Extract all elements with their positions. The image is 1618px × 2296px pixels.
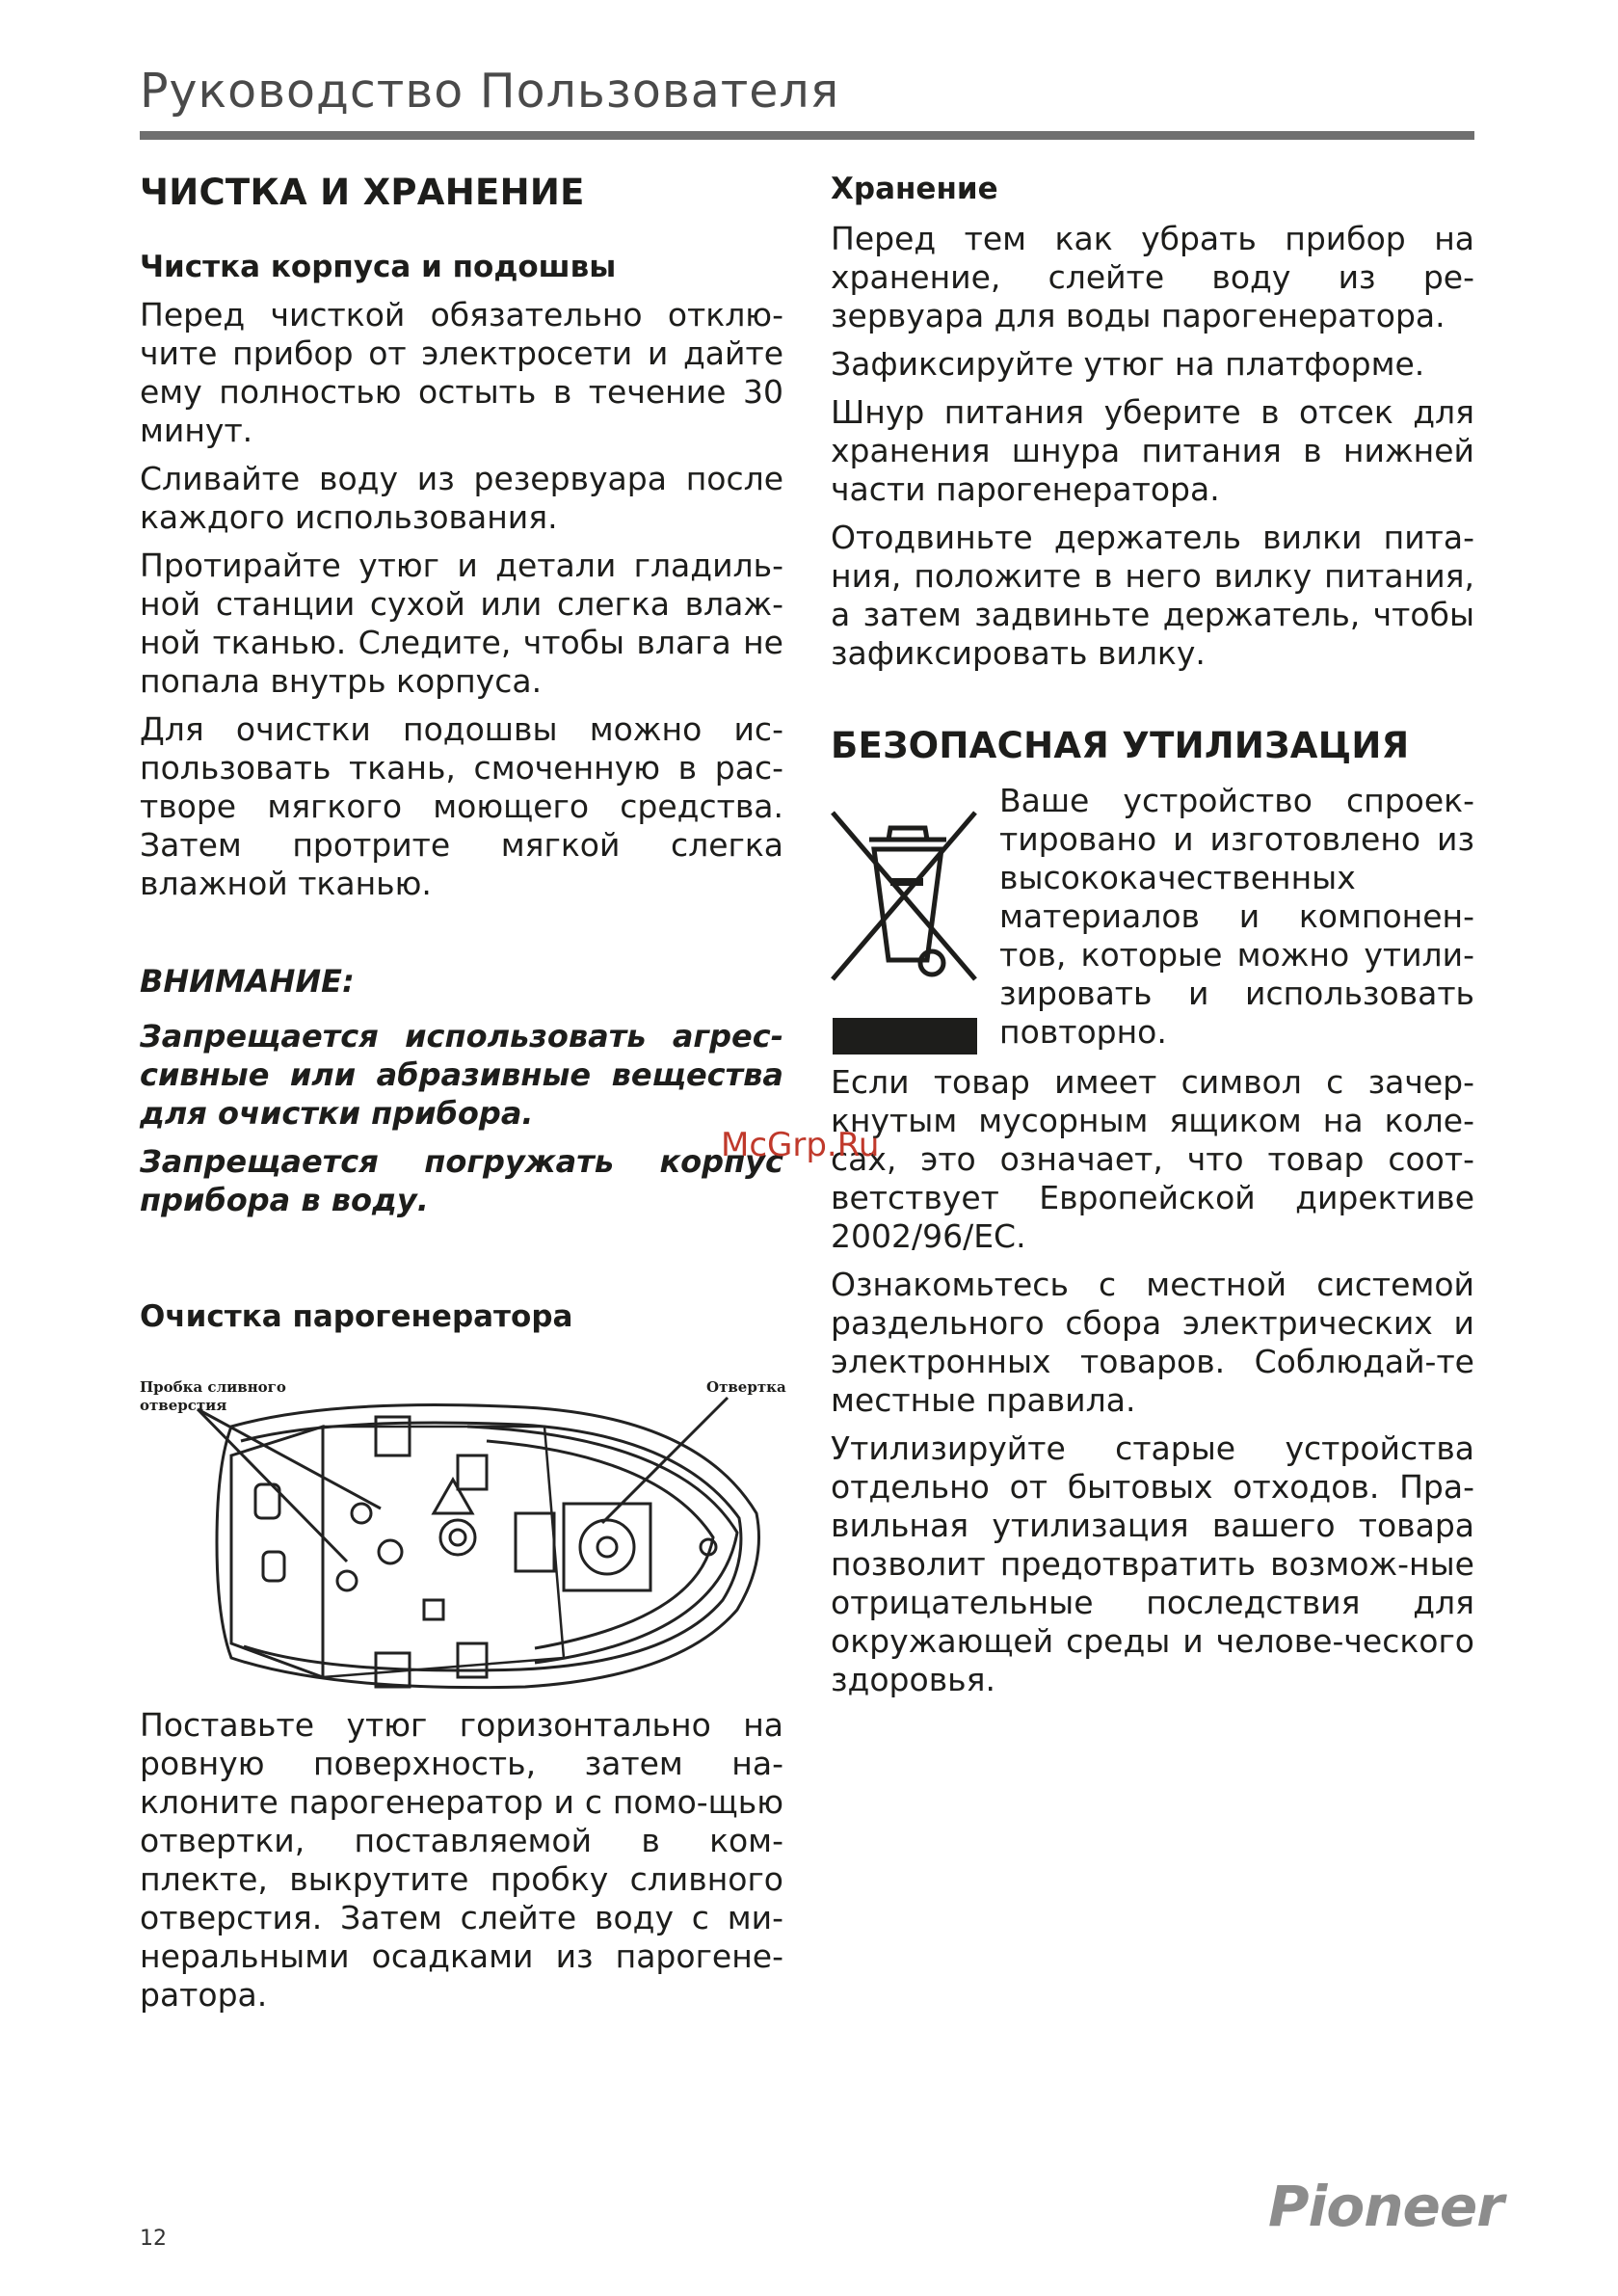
watermark: McGrp.Ru [721,1126,880,1164]
disposal-paragraph: Утилизируйте старые устройства отдельно от бытовых отходов. Пра-вильная утилизация вашего товара позволит предотвратить возмож-ные отрицательные последствия для окружающей среды и челове-ческого здоровья. [831,1429,1474,1698]
header-divider [140,131,1474,140]
section-title-disposal: БЕЗОПАСНАЯ УТИЛИЗАЦИЯ [831,725,1410,766]
page-header-title: Руководство Пользователя [140,64,840,119]
disposal-paragraph: Если товар имеет символ с зачер-кнутым мусорным ящиком на коле-сах, это означает, что товар соот-ветствует Европейской директиве 2002/96/EC. [831,1063,1474,1255]
generator-drawing [140,1369,783,1696]
disposal-intro: Ваше устройство спроек-тировано и изготовлено из высококачественных материалов и компонен-тов, которые можно утили-зировать и использовать повторно. [999,782,1474,1051]
generator-heading: Очистка парогенератора [140,1299,573,1334]
cleaning-heading: Чистка корпуса и подошвы [140,250,617,284]
crossed-bin-icon [831,791,980,1071]
cleaning-paragraph: Протирайте утюг и детали гладиль-ной станции сухой или слегка влаж-ной тканью. Следите, чтобы влага не попала внутрь корпуса. [140,547,783,700]
brand-logo: Pioneer [1268,2174,1503,2239]
left-column [140,164,783,1219]
generator-paragraph: Поставьте утюг горизонтально на ровную поверхность, затем на-клоните парогенератор и с помо-щью отвертки, поставляемой в ком-плекте, выкрутите пробку сливного отверстия. Затем слейте воду с ми-неральными осадками из парогене-ратора. [140,1706,783,2014]
disposal-intro-block [831,782,1474,1052]
storage-heading: Хранение [831,172,998,206]
attention-paragraph: Запрещается использовать агрес-сивные или абразивные вещества для очистки прибора. [140,1018,783,1132]
attention-title: ВНИМАНИЕ: [140,963,355,1000]
steam-generator-diagram [140,1369,786,1696]
storage-paragraph: Зафиксируйте утюг на платформе. [831,345,1425,383]
disposal-paragraph: Ознакомьтесь с местной системой раздельного сбора электрических и электронных товаров. Соблюдай-те местные правила. [831,1266,1474,1419]
diagram-label-screwdriver: Отвертка [706,1378,786,1396]
attention-paragraph: Запрещается погружать корпус прибора в воду. [140,1143,783,1218]
page-number: 12 [140,2227,167,2251]
attention-block [140,963,783,1219]
cleaning-paragraph: Для очистки подошвы можно ис-пользовать ткань, смоченную в рас-творе мягкого моющего средства. Затем протрите мягкой слегка влажной тканью. [140,710,783,902]
storage-paragraph: Перед тем как убрать прибор на хранение, слейте воду из ре-зервуара для воды парогенератора. [831,220,1474,334]
cleaning-paragraph: Перед чисткой обязательно отклю-чите прибор от электросети и дайте ему полностью остыть в течение 30 минут. [140,296,783,449]
diagram-label-drain-plug: Пробка сливного отверстия [140,1378,286,1414]
section-title-cleaning-storage: ЧИСТКА И ХРАНЕНИЕ [140,172,585,213]
storage-paragraph: Отодвиньте держатель вилки пита-ния, положите в него вилку питания, а затем задвиньте держатель, чтобы зафиксировать вилку. [831,519,1474,672]
cleaning-paragraph: Сливайте воду из резервуара после каждого использования. [140,460,783,536]
storage-paragraph: Шнур питания уберите в отсек для хранения шнура питания в нижней части парогенератора. [831,393,1474,508]
right-column [831,164,1474,1699]
